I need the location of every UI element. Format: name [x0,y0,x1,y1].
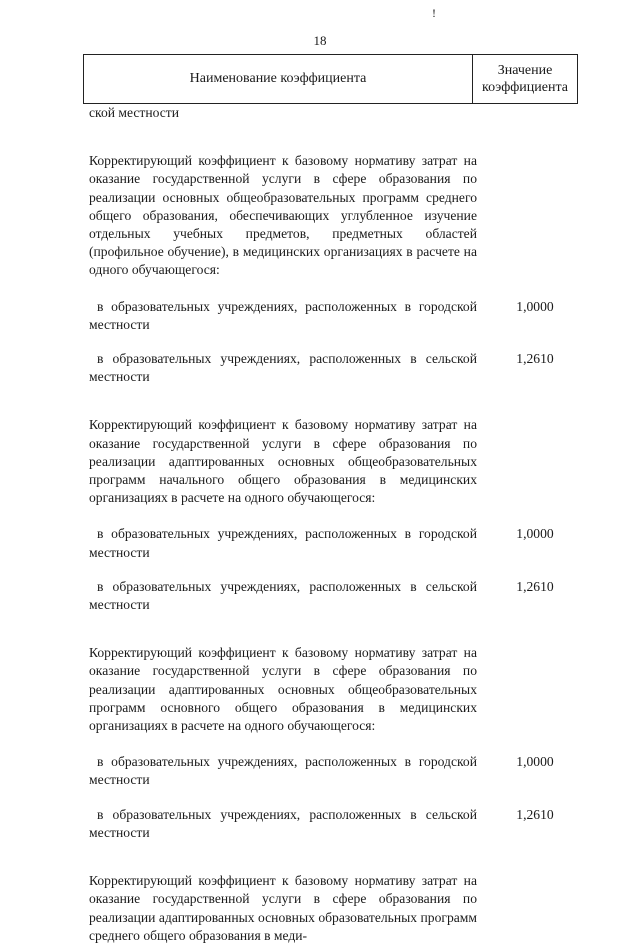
page-mark: ! [432,6,436,20]
row-value: 1,0000 [516,298,554,314]
column-header-value-line1: Значение [497,63,553,78]
coefficient-description: Корректирующий коэффициент к базовому нормативу затрат на оказание государственной услуги в сфере образования по реализации основных общеобразовательных программ среднего общего образования, обеспечивающих углубленное изучение отдельных учебных предметов, предметных областей (профильное обучение), в медицинских организациях в расчете на одного обучающегося: [89,153,477,278]
row-value: 1,0000 [516,526,554,542]
row-label: в образовательных учреждениях, расположенных в сельской местности [89,351,477,385]
row-label: в образовательных учреждениях, расположенных в городской местности [89,754,477,788]
coefficient-row [89,525,585,561]
page-number: 18 [313,33,327,48]
row-value: 1,2610 [516,351,554,367]
coefficient-description: Корректирующий коэффициент к базовому нормативу затрат на оказание государственной услуги в сфере образования по реализации адаптированных основных общеобразовательных программ начального общего образования в медицинских организациях в расчете на одного обучающегося: [89,417,477,506]
column-header-value [473,55,577,103]
row-value: 1,2610 [516,806,554,822]
coefficient-description: Корректирующий коэффициент к базовому нормативу затрат на оказание государственной услуги в сфере образования по реализации адаптированных основных образовательных программ среднего общего образования в меди- [89,873,477,943]
row-label: в образовательных учреждениях, расположенных в городской местности [89,298,477,332]
coefficient-description: Корректирующий коэффициент к базовому нормативу затрат на оказание государственной услуги в сфере образования по реализации адаптированных основных общеобразовательных программ основного общего образования в медицинских организациях в расчете на одного обучающегося: [89,645,477,734]
coefficient-row [89,298,585,334]
coefficient-block [89,644,585,842]
document-body [89,104,585,945]
row-label: в образовательных учреждениях, расположенных в сельской местности [89,806,477,840]
row-value: 1,2610 [516,578,554,594]
continuation-text: ской местности [89,105,180,120]
row-label: в образовательных учреждениях, расположенных в городской местности [89,526,477,560]
coefficient-block [89,416,585,614]
column-header-name: Наименование коэффициента [84,55,473,103]
coefficient-row [89,806,585,842]
coefficient-block [89,152,585,386]
coefficient-row [89,578,585,614]
coefficient-row [89,350,585,386]
table-header [83,54,578,104]
coefficient-row [89,753,585,789]
row-label: в образовательных учреждениях, расположенных в сельской местности [89,578,477,613]
coefficient-block [89,872,585,945]
row-value: 1,0000 [516,754,554,770]
column-header-value-line2: коэффициента [482,80,568,95]
